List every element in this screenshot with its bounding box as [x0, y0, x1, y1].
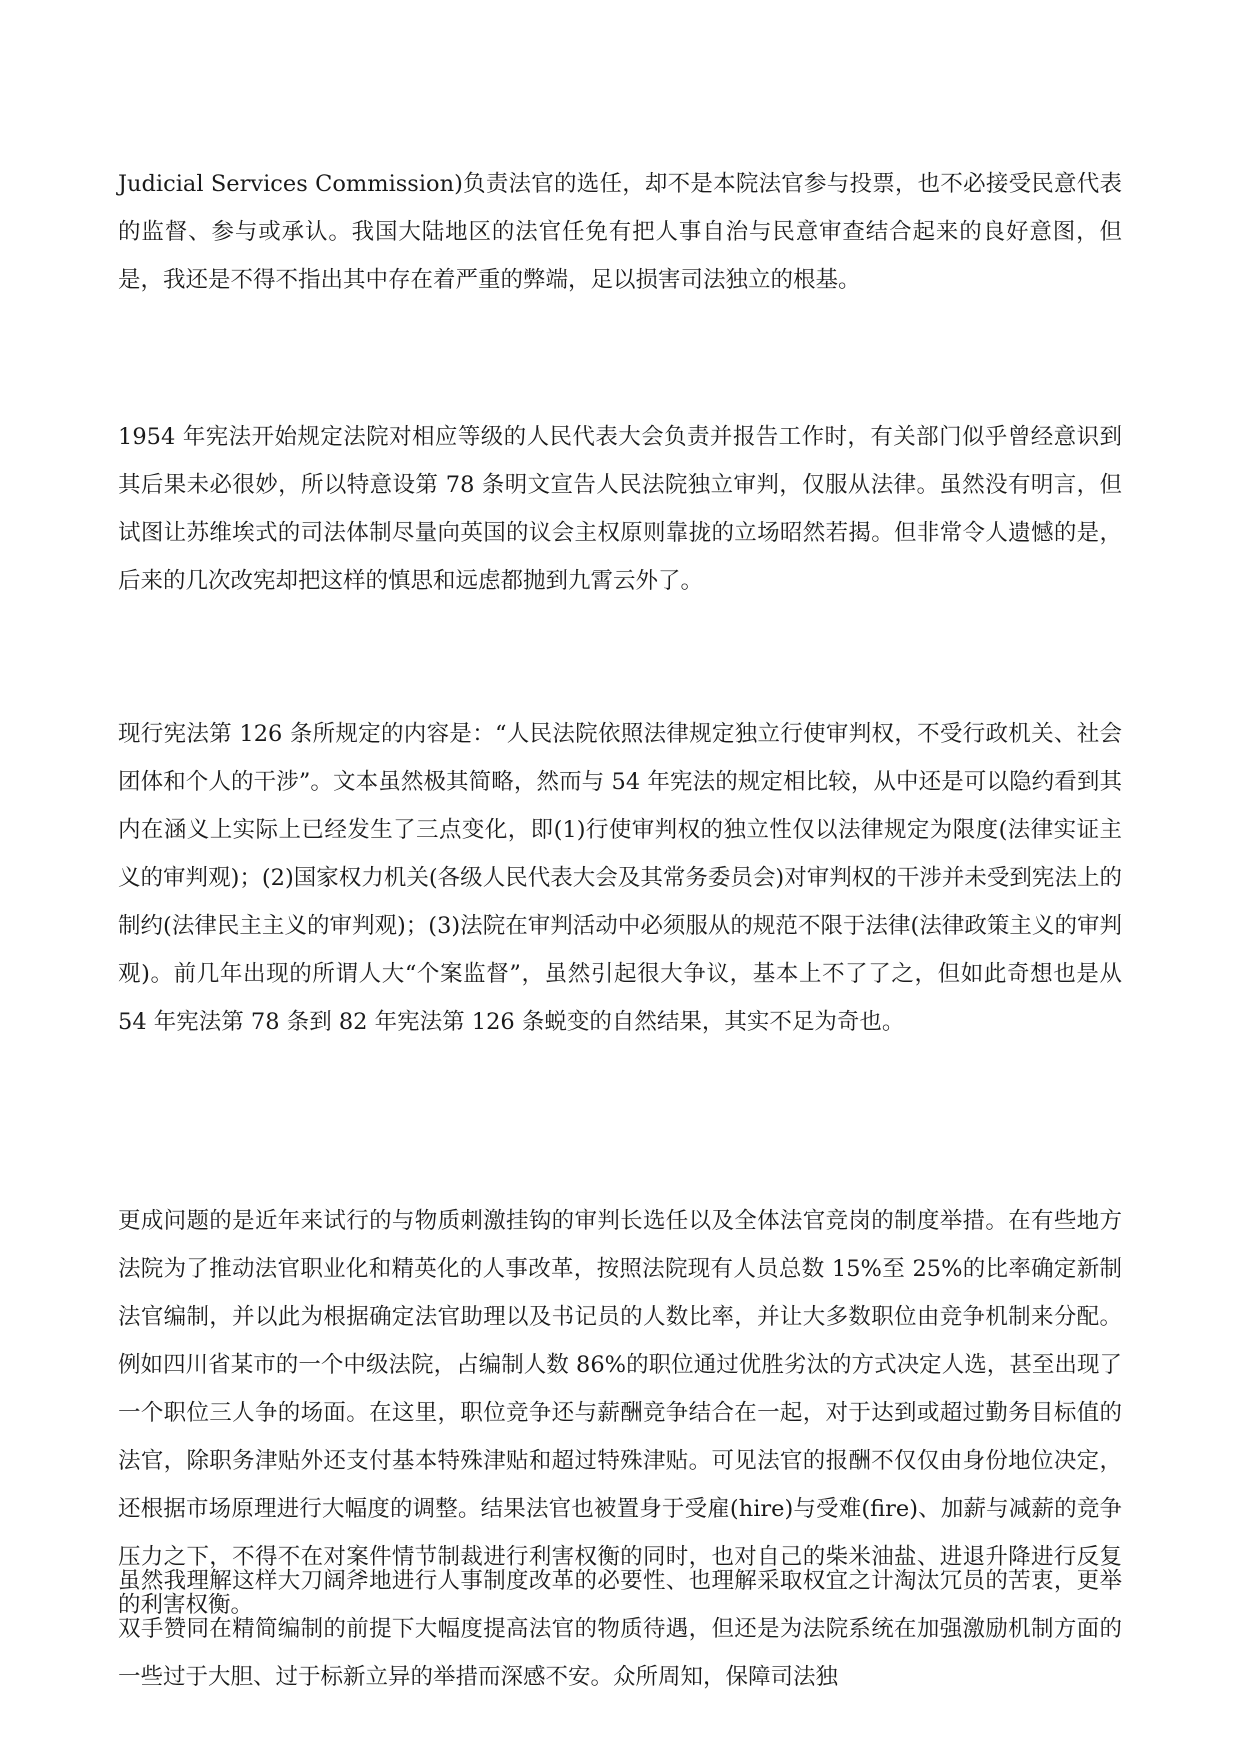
paragraph-2: 1954 年宪法开始规定法院对相应等级的人民代表大会负责并报告工作时，有关部门似乎曾经意识到其后果未必很妙，所以特意设第 78 条明文宣告人民法院独立审判，仅服从法律。虽然没有明言，但试图让苏维埃式的司法体制尽量向英国的议会主权原则靠拢的立场昭然若揭。但非常令人遗憾的是，后来的几次改宪却把这样的慎思和远虑都抛到九霄云外了。: [118, 424, 1122, 594]
paragraph-1: Judicial Services Commission)负责法官的选任，却不是本院法官参与投票，也不必接受民意代表的监督、参与或承认。我国大陆地区的法官任免有把人事自治与民意审查结合起来的良好意图，但是，我还是不得不指出其中存在着严重的弊端，足以损害司法独立的根基。: [118, 171, 1122, 293]
paragraph-4: 更成问题的是近年来试行的与物质刺激挂钩的审判长选任以及全体法官竞岗的制度举措。在有些地方法院为了推动法官职业化和精英化的人事改革，按照法院现有人员总数 15%至 25%的比率确定新制法官编制，并以此为根据确定法官助理以及书记员的人数比率，并让大多数职位由竞争机制来分配。例如四川省某市的一个中级法院，占编制人数 86%的职位通过优胜劣汰的方式决定人选，甚至出现了一个职位三人争的场面。在这里，职位竞争还与薪酬竞争结合在一起，对于达到或超过勤务目标值的法官，除职务津贴外还支付基本特殊津贴和超过特殊津贴。可见法官的报酬不仅仅由身份地位决定，还根据市场原理进行大幅度的调整。结果法官也被置身于受雇(hire)与受难(fire)、加薪与减薪的竞争压力之下，不得不在对案件情节制裁进行利害权衡的同时，也对自己的柴米油盐、进退升降进行反复的利害权衡。: [118, 1208, 1122, 1618]
paragraph-3: 现行宪法第 126 条所规定的内容是：“人民法院依照法律规定独立行使审判权，不受行政机关、社会团体和个人的干涉”。文本虽然极其简略，然而与 54 年宪法的规定相比较，从中还是可以隐约看到其内在涵义上实际上已经发生了三点变化，即(1)行使审判权的独立性仅以法律规定为限度(法律实证主义的审判观)；(2)国家权力机关(各级人民代表大会及其常务委员会)对审判权的干涉并未受到宪法上的制约(法律民主主义的审判观)；(3)法院在审判活动中必须服从的规范不限于法律(法律政策主义的审判观)。前几年出现的所谓人大“个案监督”，虽然引起很大争议，基本上不了了之，但如此奇想也是从 54 年宪法第 78 条到 82 年宪法第 126 条蜕变的自然结果，其实不足为奇也。: [118, 721, 1122, 1035]
paragraph-5: 虽然我理解这样大刀阔斧地进行人事制度改革的必要性、也理解采取权宜之计淘汰冗员的苦衷，更举双手赞同在精简编制的前提下大幅度提高法官的物质待遇，但还是为法院系统在加强激励机制方面的一些过于大胆、过于标新立异的举措而深感不安。众所周知，保障司法独: [118, 1568, 1122, 1690]
